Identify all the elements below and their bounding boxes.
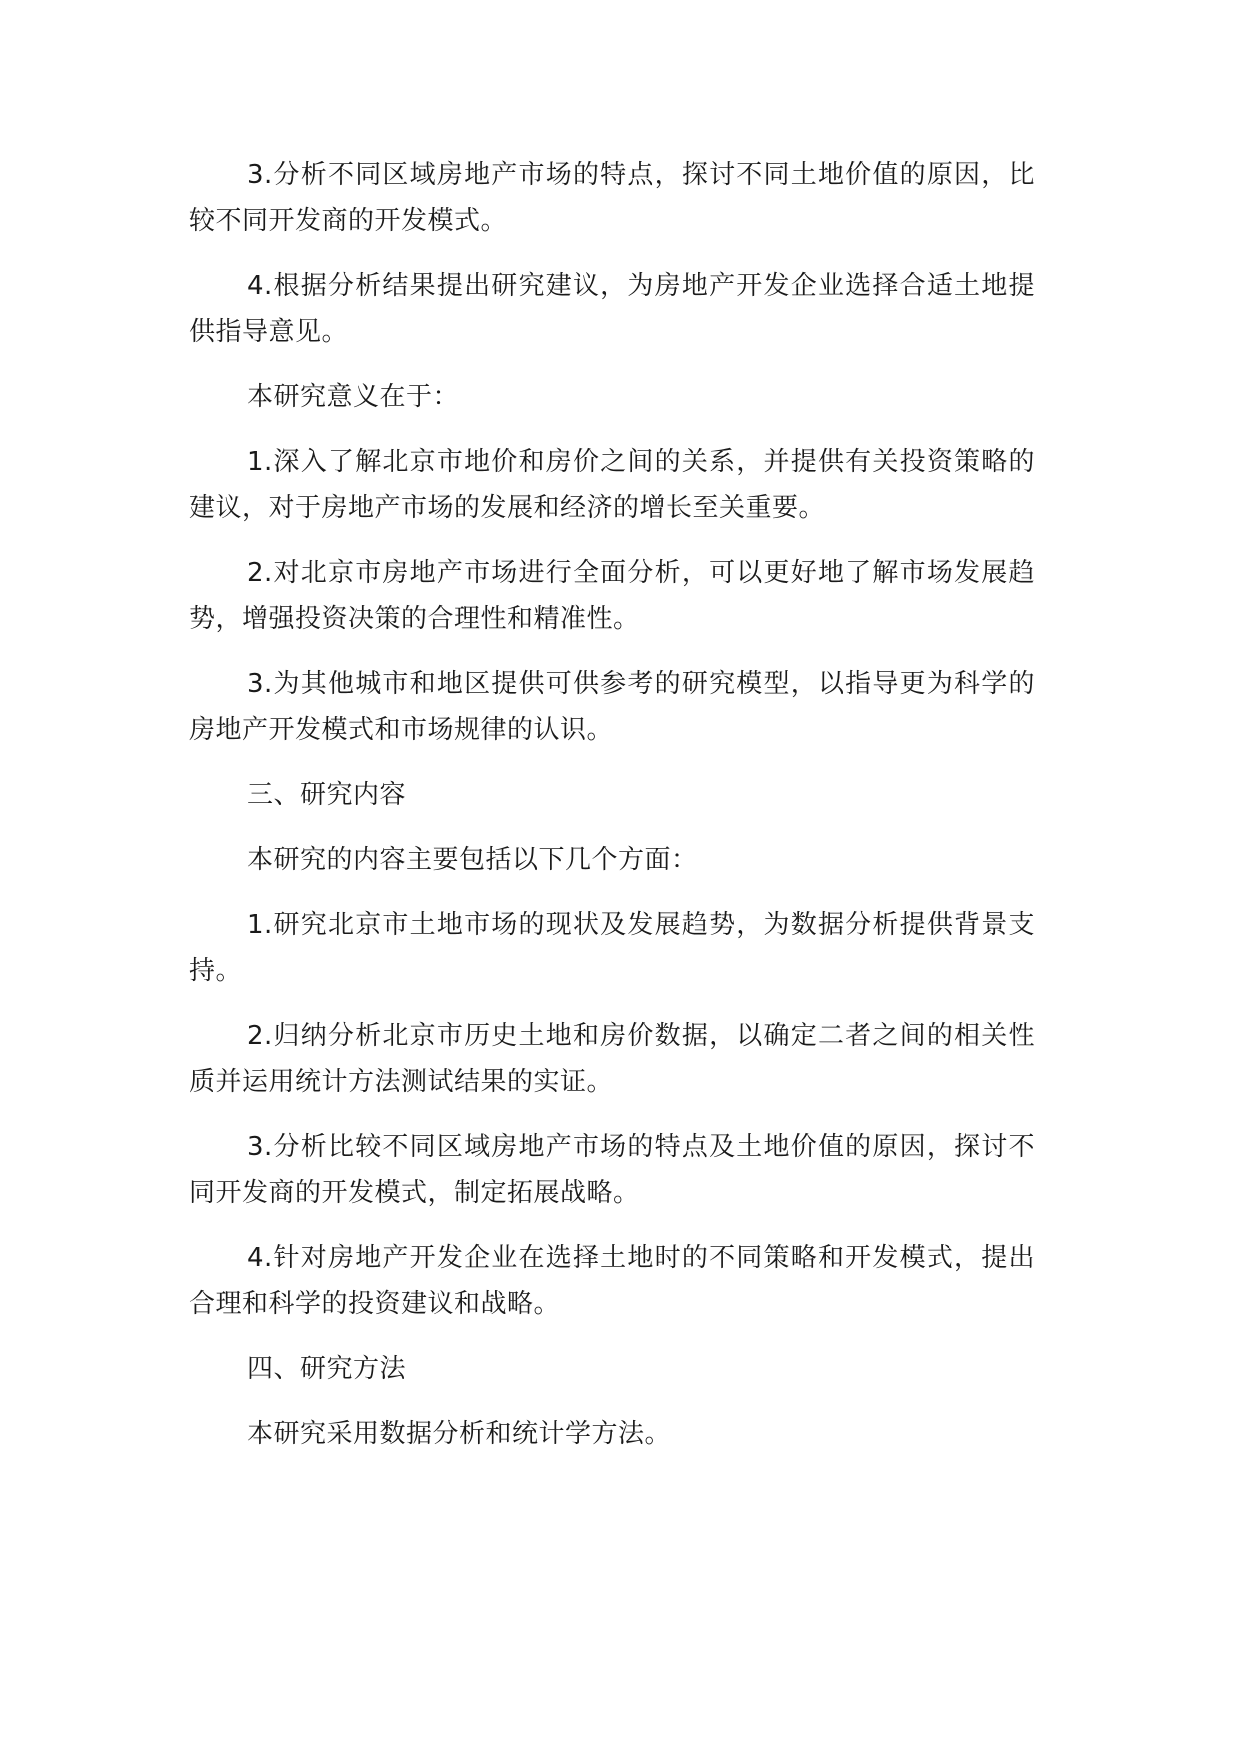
paragraph-significance-3: 3.为其他城市和地区提供可供参考的研究模型，以指导更为科学的房地产开发模式和市场规律的认识。 [189, 669, 1035, 745]
document-body [189, 152, 1035, 1476]
paragraph-significance-2: 2.对北京市房地产市场进行全面分析，可以更好地了解市场发展趋势，增强投资决策的合理性和精准性。 [189, 558, 1035, 634]
paragraph-objective-3: 3.分析不同区域房地产市场的特点，探讨不同土地价值的原因，比较不同开发商的开发模式。 [189, 160, 1035, 236]
paragraph-method: 本研究采用数据分析和统计学方法。 [247, 1419, 672, 1449]
section-heading-research-method: 四、研究方法 [247, 1354, 407, 1384]
paragraph-significance-1: 1.深入了解北京市地价和房价之间的关系，并提供有关投资策略的建议，对于房地产市场的发展和经济的增长至关重要。 [189, 447, 1035, 523]
paragraph-significance-intro: 本研究意义在于： [247, 382, 460, 412]
paragraph-content-4: 4.针对房地产开发企业在选择土地时的不同策略和开发模式，提出合理和科学的投资建议和战略。 [189, 1243, 1035, 1319]
section-heading-research-content: 三、研究内容 [247, 780, 407, 810]
paragraph-content-3: 3.分析比较不同区域房地产市场的特点及土地价值的原因，探讨不同开发商的开发模式，制定拓展战略。 [189, 1132, 1035, 1208]
paragraph-content-intro: 本研究的内容主要包括以下几个方面： [247, 845, 698, 875]
paragraph-objective-4: 4.根据分析结果提出研究建议，为房地产开发企业选择合适土地提供指导意见。 [189, 271, 1035, 347]
paragraph-content-2: 2.归纳分析北京市历史土地和房价数据，以确定二者之间的相关性质并运用统计方法测试结果的实证。 [189, 1021, 1035, 1097]
paragraph-content-1: 1.研究北京市土地市场的现状及发展趋势，为数据分析提供背景支持。 [189, 910, 1035, 986]
